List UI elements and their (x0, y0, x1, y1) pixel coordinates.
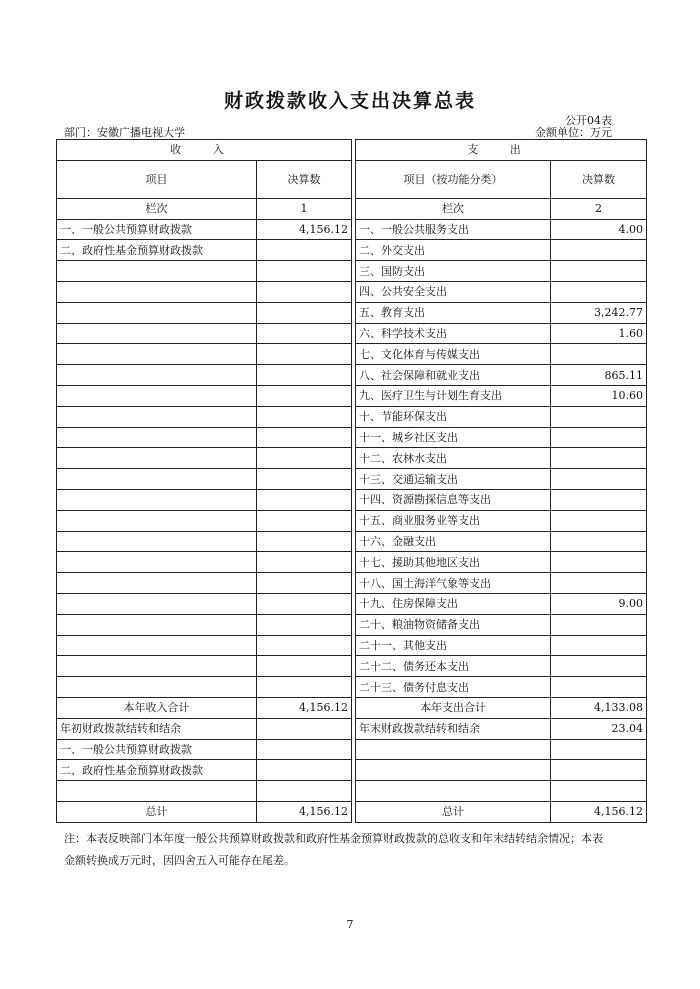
expense-item-cell: 十九、住房保障支出 (356, 593, 551, 614)
budget-summary-table (56, 139, 647, 823)
income-amount-cell (257, 261, 352, 282)
expense-item-cell: 二十、粮油物资储备支出 (356, 614, 551, 635)
expense-amount-cell: 4.00 (551, 219, 647, 240)
expense-amount-cell (551, 656, 647, 677)
carry-in-label: 年初财政拨款结转和结余 (57, 718, 257, 739)
expense-item-cell: 十七、援助其他地区支出 (356, 552, 551, 573)
income-amount-cell (257, 385, 352, 406)
income-item-cell: 一、一般公共预算财政拨款 (57, 219, 257, 240)
table-row (57, 614, 647, 635)
grand-total-label-left: 总计 (57, 801, 257, 822)
income-amount-cell (257, 344, 352, 365)
amount-header: 决算数 (257, 160, 352, 198)
column-index-2: 2 (551, 198, 647, 219)
income-item-cell (57, 593, 257, 614)
expense-item-cell: 一、一般公共服务支出 (356, 219, 551, 240)
income-amount-cell (257, 489, 352, 510)
grand-total-left: 4,156.12 (257, 801, 352, 822)
amount-header-2: 决算数 (551, 160, 647, 198)
table-row (57, 656, 647, 677)
income-amount-cell (257, 469, 352, 490)
carry-out-value: 23.04 (551, 718, 647, 739)
income-amount-cell (257, 365, 352, 386)
table-row (57, 219, 647, 240)
income-item-cell (57, 531, 257, 552)
carry-out-label: 年末财政拨款结转和结余 (356, 718, 551, 739)
table-row (57, 531, 647, 552)
expense-item-cell: 十五、商业服务业等支出 (356, 510, 551, 531)
expense-item-cell: 十、节能环保支出 (356, 406, 551, 427)
carry-in-general-row (57, 739, 647, 760)
income-item-cell (57, 635, 257, 656)
table-row (57, 448, 647, 469)
income-item-cell (57, 448, 257, 469)
column-index-row (57, 198, 647, 219)
report-title: 财政拨款收入支出决算总表 (223, 90, 476, 112)
income-amount-cell (257, 281, 352, 302)
table-row (57, 344, 647, 365)
table-row (57, 385, 647, 406)
table-row (57, 323, 647, 344)
carry-in-fund-row (57, 760, 647, 781)
expense-item-cell: 二十一、其他支出 (356, 635, 551, 656)
expense-item-cell: 九、医疗卫生与计划生育支出 (356, 385, 551, 406)
item-header: 项目 (57, 160, 257, 198)
expense-amount-cell (551, 531, 647, 552)
income-amount-cell (257, 573, 352, 594)
expense-item-cell: 十六、金融支出 (356, 531, 551, 552)
income-item-cell (57, 656, 257, 677)
table-row (57, 406, 647, 427)
expense-item-cell: 五、教育支出 (356, 302, 551, 323)
table-row (57, 489, 647, 510)
expense-amount-cell (551, 281, 647, 302)
expense-item-cell: 十一、城乡社区支出 (356, 427, 551, 448)
income-item-cell (57, 302, 257, 323)
carry-in-fund-label: 二、政府性基金预算财政拨款 (57, 760, 257, 781)
table-row (57, 573, 647, 594)
footnote (64, 828, 654, 872)
footnote-line-1: 注：本表反映部门本年度一般公共预算财政拨款和政府性基金预算财政拨款的总收支和年末结转结余情况；本表 (64, 832, 603, 845)
table-row (57, 635, 647, 656)
expense-item-cell: 十三、交通运输支出 (356, 469, 551, 490)
income-item-cell (57, 261, 257, 282)
column-label: 栏次 (57, 198, 257, 219)
form-code: 公开04表 (565, 114, 612, 127)
table-row (57, 365, 647, 386)
income-item-cell (57, 469, 257, 490)
table-row (57, 593, 647, 614)
annual-total-row (57, 697, 647, 718)
expense-amount-cell (551, 552, 647, 573)
expense-amount-cell: 10.60 (551, 385, 647, 406)
income-item-cell (57, 281, 257, 302)
income-amount-cell: 4,156.12 (257, 219, 352, 240)
expense-amount-cell (551, 635, 647, 656)
department-label: 部门：安徽广播电视大学 (64, 126, 185, 139)
income-amount-cell (257, 406, 352, 427)
expense-item-cell: 十四、资源勘探信息等支出 (356, 489, 551, 510)
grand-total-row (57, 801, 647, 822)
page-number: 7 (346, 918, 354, 931)
expense-amount-cell: 9.00 (551, 593, 647, 614)
income-item-cell (57, 677, 257, 698)
column-label-2: 栏次 (356, 198, 551, 219)
expense-amount-cell (551, 510, 647, 531)
income-item-cell (57, 365, 257, 386)
blank-row (57, 781, 647, 802)
function-item-header: 项目（按功能分类） (356, 160, 551, 198)
carry-in-general-label: 一、一般公共预算财政拨款 (57, 739, 257, 760)
expense-amount-cell (551, 614, 647, 635)
income-item-cell: 二、政府性基金预算财政拨款 (57, 240, 257, 261)
carryover-row (57, 718, 647, 739)
income-amount-cell (257, 635, 352, 656)
table-row (57, 552, 647, 573)
expense-item-cell: 二、外交支出 (356, 240, 551, 261)
expense-item-cell: 二十三、债务付息支出 (356, 677, 551, 698)
expense-amount-cell: 3,242.77 (551, 302, 647, 323)
expense-item-cell: 十八、国土海洋气象等支出 (356, 573, 551, 594)
expense-amount-cell (551, 677, 647, 698)
income-amount-cell (257, 552, 352, 573)
column-header-row (57, 160, 647, 198)
expense-item-cell: 四、公共安全支出 (356, 281, 551, 302)
grand-total-label-right: 总计 (356, 801, 551, 822)
table-row (57, 427, 647, 448)
income-item-cell (57, 510, 257, 531)
income-amount-cell (257, 614, 352, 635)
expense-amount-cell (551, 573, 647, 594)
income-item-cell (57, 427, 257, 448)
income-item-cell (57, 573, 257, 594)
income-item-cell (57, 552, 257, 573)
income-amount-cell (257, 448, 352, 469)
income-item-cell (57, 614, 257, 635)
expense-amount-cell (551, 261, 647, 282)
expense-amount-cell (551, 448, 647, 469)
expense-item-cell: 七、文化体育与传媒支出 (356, 344, 551, 365)
grand-total-right: 4,156.12 (551, 801, 647, 822)
income-amount-cell (257, 656, 352, 677)
expense-amount-cell (551, 427, 647, 448)
expense-amount-cell (551, 406, 647, 427)
table-row (57, 302, 647, 323)
table-row (57, 240, 647, 261)
income-amount-cell (257, 677, 352, 698)
expense-header: 支 出 (356, 140, 647, 161)
income-header: 收 入 (57, 140, 352, 161)
income-item-cell (57, 323, 257, 344)
income-amount-cell (257, 323, 352, 344)
income-amount-cell (257, 531, 352, 552)
income-amount-cell (257, 510, 352, 531)
income-item-cell (57, 344, 257, 365)
table-row (57, 281, 647, 302)
table-row (57, 469, 647, 490)
income-amount-cell (257, 302, 352, 323)
expense-item-cell: 八、社会保障和就业支出 (356, 365, 551, 386)
expense-amount-cell (551, 469, 647, 490)
expense-total-value: 4,133.08 (551, 697, 647, 718)
income-item-cell (57, 385, 257, 406)
expense-item-cell: 十二、农林水支出 (356, 448, 551, 469)
expense-item-cell: 二十二、债务还本支出 (356, 656, 551, 677)
income-amount-cell (257, 240, 352, 261)
column-index-1: 1 (257, 198, 352, 219)
expense-amount-cell: 1.60 (551, 323, 647, 344)
header-section-row (57, 140, 647, 161)
income-total-value: 4,156.12 (257, 697, 352, 718)
table-row (57, 261, 647, 282)
income-amount-cell (257, 593, 352, 614)
table-row (57, 510, 647, 531)
footnote-line-2: 金额转换成万元时，因四舍五入可能存在尾差。 (64, 854, 295, 867)
expense-item-cell: 六、科学技术支出 (356, 323, 551, 344)
income-item-cell (57, 489, 257, 510)
expense-total-label: 本年支出合计 (356, 697, 551, 718)
expense-amount-cell (551, 240, 647, 261)
income-total-label: 本年收入合计 (57, 697, 257, 718)
expense-amount-cell (551, 344, 647, 365)
income-amount-cell (257, 427, 352, 448)
income-item-cell (57, 406, 257, 427)
table-row (57, 677, 647, 698)
unit-label: 金额单位：万元 (535, 126, 612, 139)
expense-item-cell: 三、国防支出 (356, 261, 551, 282)
expense-amount-cell: 865.11 (551, 365, 647, 386)
expense-amount-cell (551, 489, 647, 510)
